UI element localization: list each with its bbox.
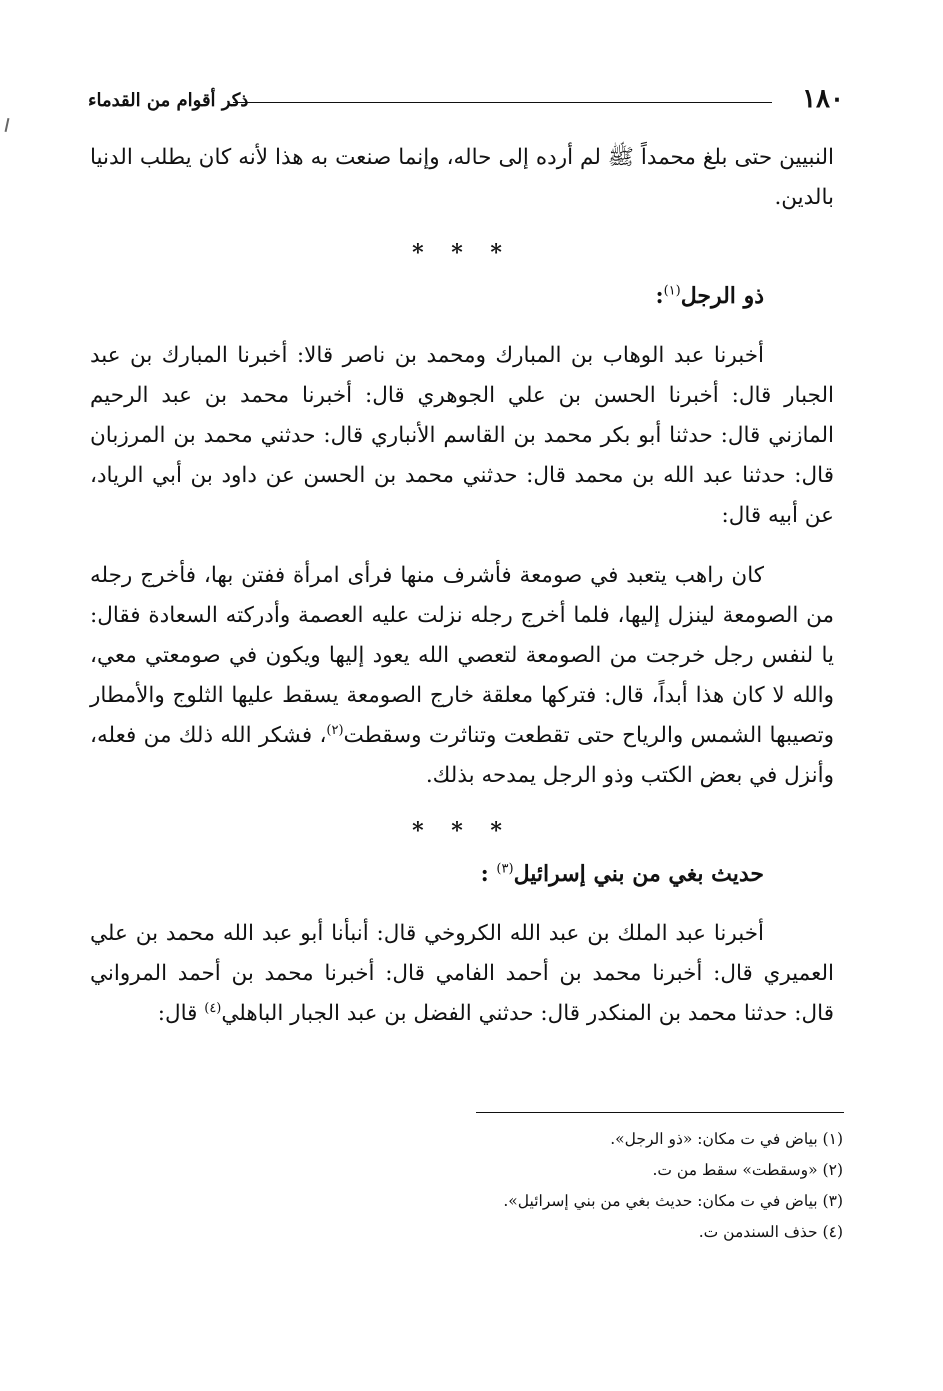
paragraph-isnad-2 <box>90 914 834 1034</box>
section-separator: * * * <box>412 240 512 266</box>
footnote-ref: (٢) <box>326 722 344 738</box>
page-number: ١٨٠ <box>802 84 844 114</box>
isnad-text-end: قال: <box>157 1001 205 1026</box>
footnote-ref: (٣) <box>496 861 514 877</box>
section-separator: * * * <box>412 818 512 844</box>
story-text-end: ، فشكر الله ذلك من فعله، وأنزل في بعض الكتب وذو الرجل يمدحه بذلك. <box>90 723 834 788</box>
footnote-ref: (٤) <box>204 1000 222 1016</box>
paragraph-continuation: النبيين حتى بلغ محمداً ﷺ لم أرده إلى حاله، وإنما صنعت به هذا لأنه كان يطلب الدنيا بالدين. <box>90 145 834 210</box>
heading-text: ذو الرجل <box>680 283 764 309</box>
paragraph-isnad-1: أخبرنا عبد الوهاب بن المبارك ومحمد بن ناصر قالا: أخبرنا المبارك بن عبد الجبار قال: أخبرنا الحسن بن علي الجوهري قال: أخبرنا محمد بن عبد الرحيم المازني قال: حدثنا أبو بكر محمد بن القاسم الأنباري قال: حدثني محمد بن المرزبان قال: حدثنا عبد الله بن محمد قال: حدثني محمد بن الحسن عن داود بن أبي الرياد، عن أبيه قال: <box>90 343 834 528</box>
header-rule <box>233 102 772 103</box>
paragraph-story-monk <box>90 556 834 796</box>
page-header <box>88 86 844 116</box>
running-title: ذكر أقوام من القدماء <box>88 90 249 111</box>
footnote-ref: (١) <box>663 283 681 299</box>
footnote-2: (٢) «وسقطت» سقط من ت. <box>652 1161 843 1179</box>
section-heading-dhu-al-rijl <box>90 276 764 316</box>
heading-colon: : <box>655 283 664 309</box>
story-text: كان راهب يتعبد في صومعة فأشرف منها فرأى امرأة ففتن بها، فأخرج رجله من الصومعة لينزل إليها، فلما أخرج رجله نزلت عليه العصمة وأدركته السعادة فقال: يا لنفس رجل خرجت من الصومعة لتعصي الله يعود إليها ويكون في صومعتي معي، والله لا كان هذا أبداً، قال: فتركها معلقة خارج الصومعة يسقط عليها الثلوج والأمطار وتصيبها الشمس والرياح حتى تقطعت وتناثرت وسقطت <box>90 563 834 748</box>
heading-colon: : <box>480 861 497 887</box>
heading-text: حديث بغي من بني إسرائيل <box>513 861 764 887</box>
footnote-rule <box>476 1112 844 1113</box>
footnote-4: (٤) حذف السندمن ت. <box>698 1223 843 1241</box>
section-heading-baghi <box>90 854 764 894</box>
margin-mark <box>5 118 10 132</box>
footnote-3: (٣) بياض في ت مكان: حديث بغي من بني إسرائيل». <box>503 1192 843 1210</box>
isnad-text: أخبرنا عبد الملك بن عبد الله الكروخي قال: أنبأنا أبو عبد الله محمد بن علي العميري قال: أخبرنا محمد بن أحمد الفامي قال: أخبرنا محمد بن أحمد المرواني قال: حدثنا محمد بن المنكدر قال: حدثني الفضل بن عبد الجبار الباهلي <box>90 921 834 1026</box>
footnote-1: (١) بياض في ت مكان: «ذو الرجل». <box>610 1130 843 1148</box>
footnotes <box>300 1124 843 1248</box>
main-text <box>90 138 834 1034</box>
